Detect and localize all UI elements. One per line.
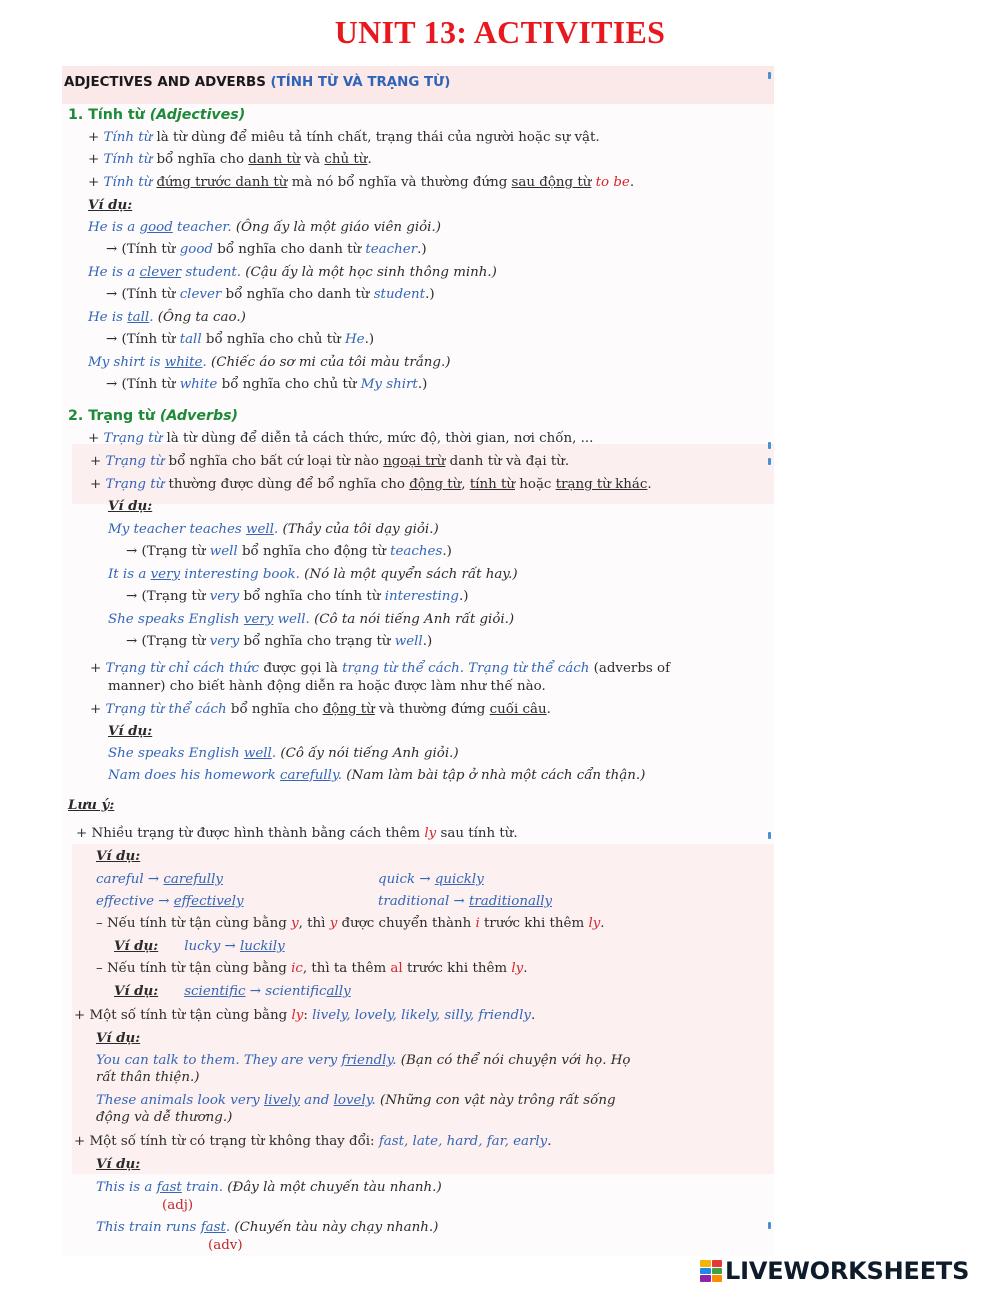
adv-example-3: She speaks English very well. (Cô ta nói tiếng Anh rất giỏi.) (108, 612, 515, 627)
note-ly-example-2-cont: động và dễ thương.) (96, 1110, 233, 1125)
adj-example-2: He is a clever student. (Cậu ấy là một học sinh thông minh.) (88, 265, 497, 280)
note-label: Lưu ý: (68, 797, 115, 813)
note-ly-example-label: Ví dụ: (96, 1030, 141, 1046)
edge-tick (768, 458, 771, 465)
note-ly-example-2: These animals look very lively and lovely. (Những con vật này trông rất sống (96, 1093, 616, 1108)
note-pair-effective: effective → effectively (96, 894, 244, 909)
adv-bullet-2: + Trạng từ bổ nghĩa cho bất cứ loại từ nào ngoại trừ danh từ và đại từ. (90, 454, 570, 469)
adj-example-1-note: → (Tính từ good bổ nghĩa cho danh từ teacher.) (106, 242, 427, 257)
adv-example-2-note: → (Trạng từ very bổ nghĩa cho tính từ interesting.) (126, 589, 469, 604)
adj-bullet-2: + Tính từ bổ nghĩa cho danh từ và chủ từ. (88, 152, 372, 167)
adj-example-2-note: → (Tính từ clever bổ nghĩa cho danh từ student.) (106, 287, 435, 302)
worksheet-image (62, 66, 774, 1256)
section-adverbs-title: 2. Trạng từ (Adverbs) (68, 408, 239, 424)
note-same-form: + Một số tính từ có trạng từ không thay đổi: fast, late, hard, far, early. (74, 1134, 552, 1149)
adv-tag: (adv) (208, 1238, 243, 1253)
logo-tile (712, 1275, 723, 1282)
adj-example-1: He is a good teacher. (Ông ấy là một giáo viên giỏi.) (88, 220, 441, 235)
logo-tile (700, 1275, 711, 1282)
adj-bullet-3: + Tính từ đứng trước danh từ mà nó bổ nghĩa và thường đứng sau động từ to be. (88, 175, 635, 190)
note-ly-adjectives: + Một số tính từ tận cùng bằng ly: lively, lovely, likely, silly, friendly. (74, 1008, 536, 1023)
edge-tick (768, 1222, 771, 1229)
adj-example-3-note: → (Tính từ tall bổ nghĩa cho chủ từ He.) (106, 332, 375, 347)
adv-bullet-1: + Trạng từ là từ dùng để diễn tả cách thức, mức độ, thời gian, nơi chốn, ... (88, 431, 594, 446)
edge-tick (768, 72, 771, 79)
adv-manner-bullet: + Trạng từ chỉ cách thức được gọi là trạng từ thể cách. Trạng từ thể cách (adverbs of (90, 661, 671, 676)
logo-mark-icon (700, 1260, 722, 1282)
adj-tag: (adj) (162, 1198, 194, 1213)
logo-text: LIVEWORKSHEETS (725, 1257, 970, 1285)
adj-bullet-1: + Tính từ là từ dùng để miêu tả tính chất, trạng thái của người hoặc sự vật. (88, 130, 600, 145)
note-ly-example-1-cont: rất thân thiện.) (96, 1070, 200, 1085)
adv-example-label-2: Ví dụ: (108, 723, 153, 739)
adv-example-1: My teacher teaches well. (Thầy của tôi dạy giỏi.) (108, 522, 439, 537)
note-ic-rule: – Nếu tính từ tận cùng bằng ic, thì ta thêm al trước khi thêm ly. (96, 961, 528, 976)
logo-tile (712, 1260, 723, 1267)
logo-tile (712, 1268, 723, 1275)
note-ic-example: Ví dụ: scientific → scientifically (114, 983, 351, 999)
liveworksheets-logo[interactable] (700, 1254, 969, 1288)
adv-example-4: She speaks English well. (Cô ấy nói tiếng Anh giỏi.) (108, 746, 459, 761)
edge-tick (768, 442, 771, 449)
adv-example-label: Ví dụ: (108, 498, 153, 514)
adv-example-3-note: → (Trạng từ very bổ nghĩa cho trạng từ well.) (126, 634, 433, 649)
edge-tick (768, 832, 771, 839)
adj-example-4-note: → (Tính từ white bổ nghĩa cho chủ từ My shirt.) (106, 377, 428, 392)
note-y-rule: – Nếu tính từ tận cùng bằng y, thì y được chuyển thành i trước khi thêm ly. (96, 916, 605, 931)
logo-tile (700, 1268, 711, 1275)
page-title: UNIT 13: ACTIVITIES (334, 14, 666, 50)
adv-manner-bullet-2: + Trạng từ thể cách bổ nghĩa cho động từ và thường đứng cuối câu. (90, 702, 551, 717)
adv-example-2: It is a very interesting book. (Nó là một quyển sách rất hay.) (108, 567, 518, 582)
adj-example-label: Ví dụ: (88, 197, 133, 213)
adv-bullet-3: + Trạng từ thường được dùng để bổ nghĩa cho động từ, tính từ hoặc trạng từ khác. (90, 477, 652, 492)
note-same-example-1: This is a fast train. (Đây là một chuyến tàu nhanh.) (96, 1180, 442, 1195)
adj-example-3: He is tall. (Ông ta cao.) (88, 310, 246, 325)
note-example-label: Ví dụ: (96, 848, 141, 864)
adv-example-5: Nam does his homework carefully. (Nam làm bài tập ở nhà một cách cẩn thận.) (108, 768, 646, 783)
note-pair-traditional: traditional → traditionally (378, 894, 553, 909)
note-y-example: Ví dụ: lucky → luckily (114, 938, 285, 954)
adj-example-4: My shirt is white. (Chiếc áo sơ mi của tôi màu trắng.) (88, 355, 451, 370)
note-ly-example-1: You can talk to them. They are very friendly. (Bạn có thể nói chuyện với họ. Họ (96, 1053, 631, 1068)
adv-example-1-note: → (Trạng từ well bổ nghĩa cho động từ teaches.) (126, 544, 452, 559)
main-heading: ADJECTIVES AND ADVERBS (TÍNH TỪ VÀ TRẠNG TỪ) (64, 75, 451, 90)
note-pair-careful: careful → carefully (96, 872, 223, 887)
adv-manner-bullet-cont: manner) cho biết hành động diễn ra hoặc được làm như thế nào. (108, 679, 546, 694)
note-ly-rule: + Nhiều trạng từ được hình thành bằng cách thêm ly sau tính từ. (76, 826, 518, 841)
section-adjectives-title: 1. Tính từ (Adjectives) (68, 107, 246, 123)
logo-tile (700, 1260, 711, 1267)
note-same-example-label: Ví dụ: (96, 1156, 141, 1172)
note-same-example-2: This train runs fast. (Chuyến tàu này chạy nhanh.) (96, 1220, 439, 1235)
note-pair-quick: quick → quickly (378, 872, 484, 887)
